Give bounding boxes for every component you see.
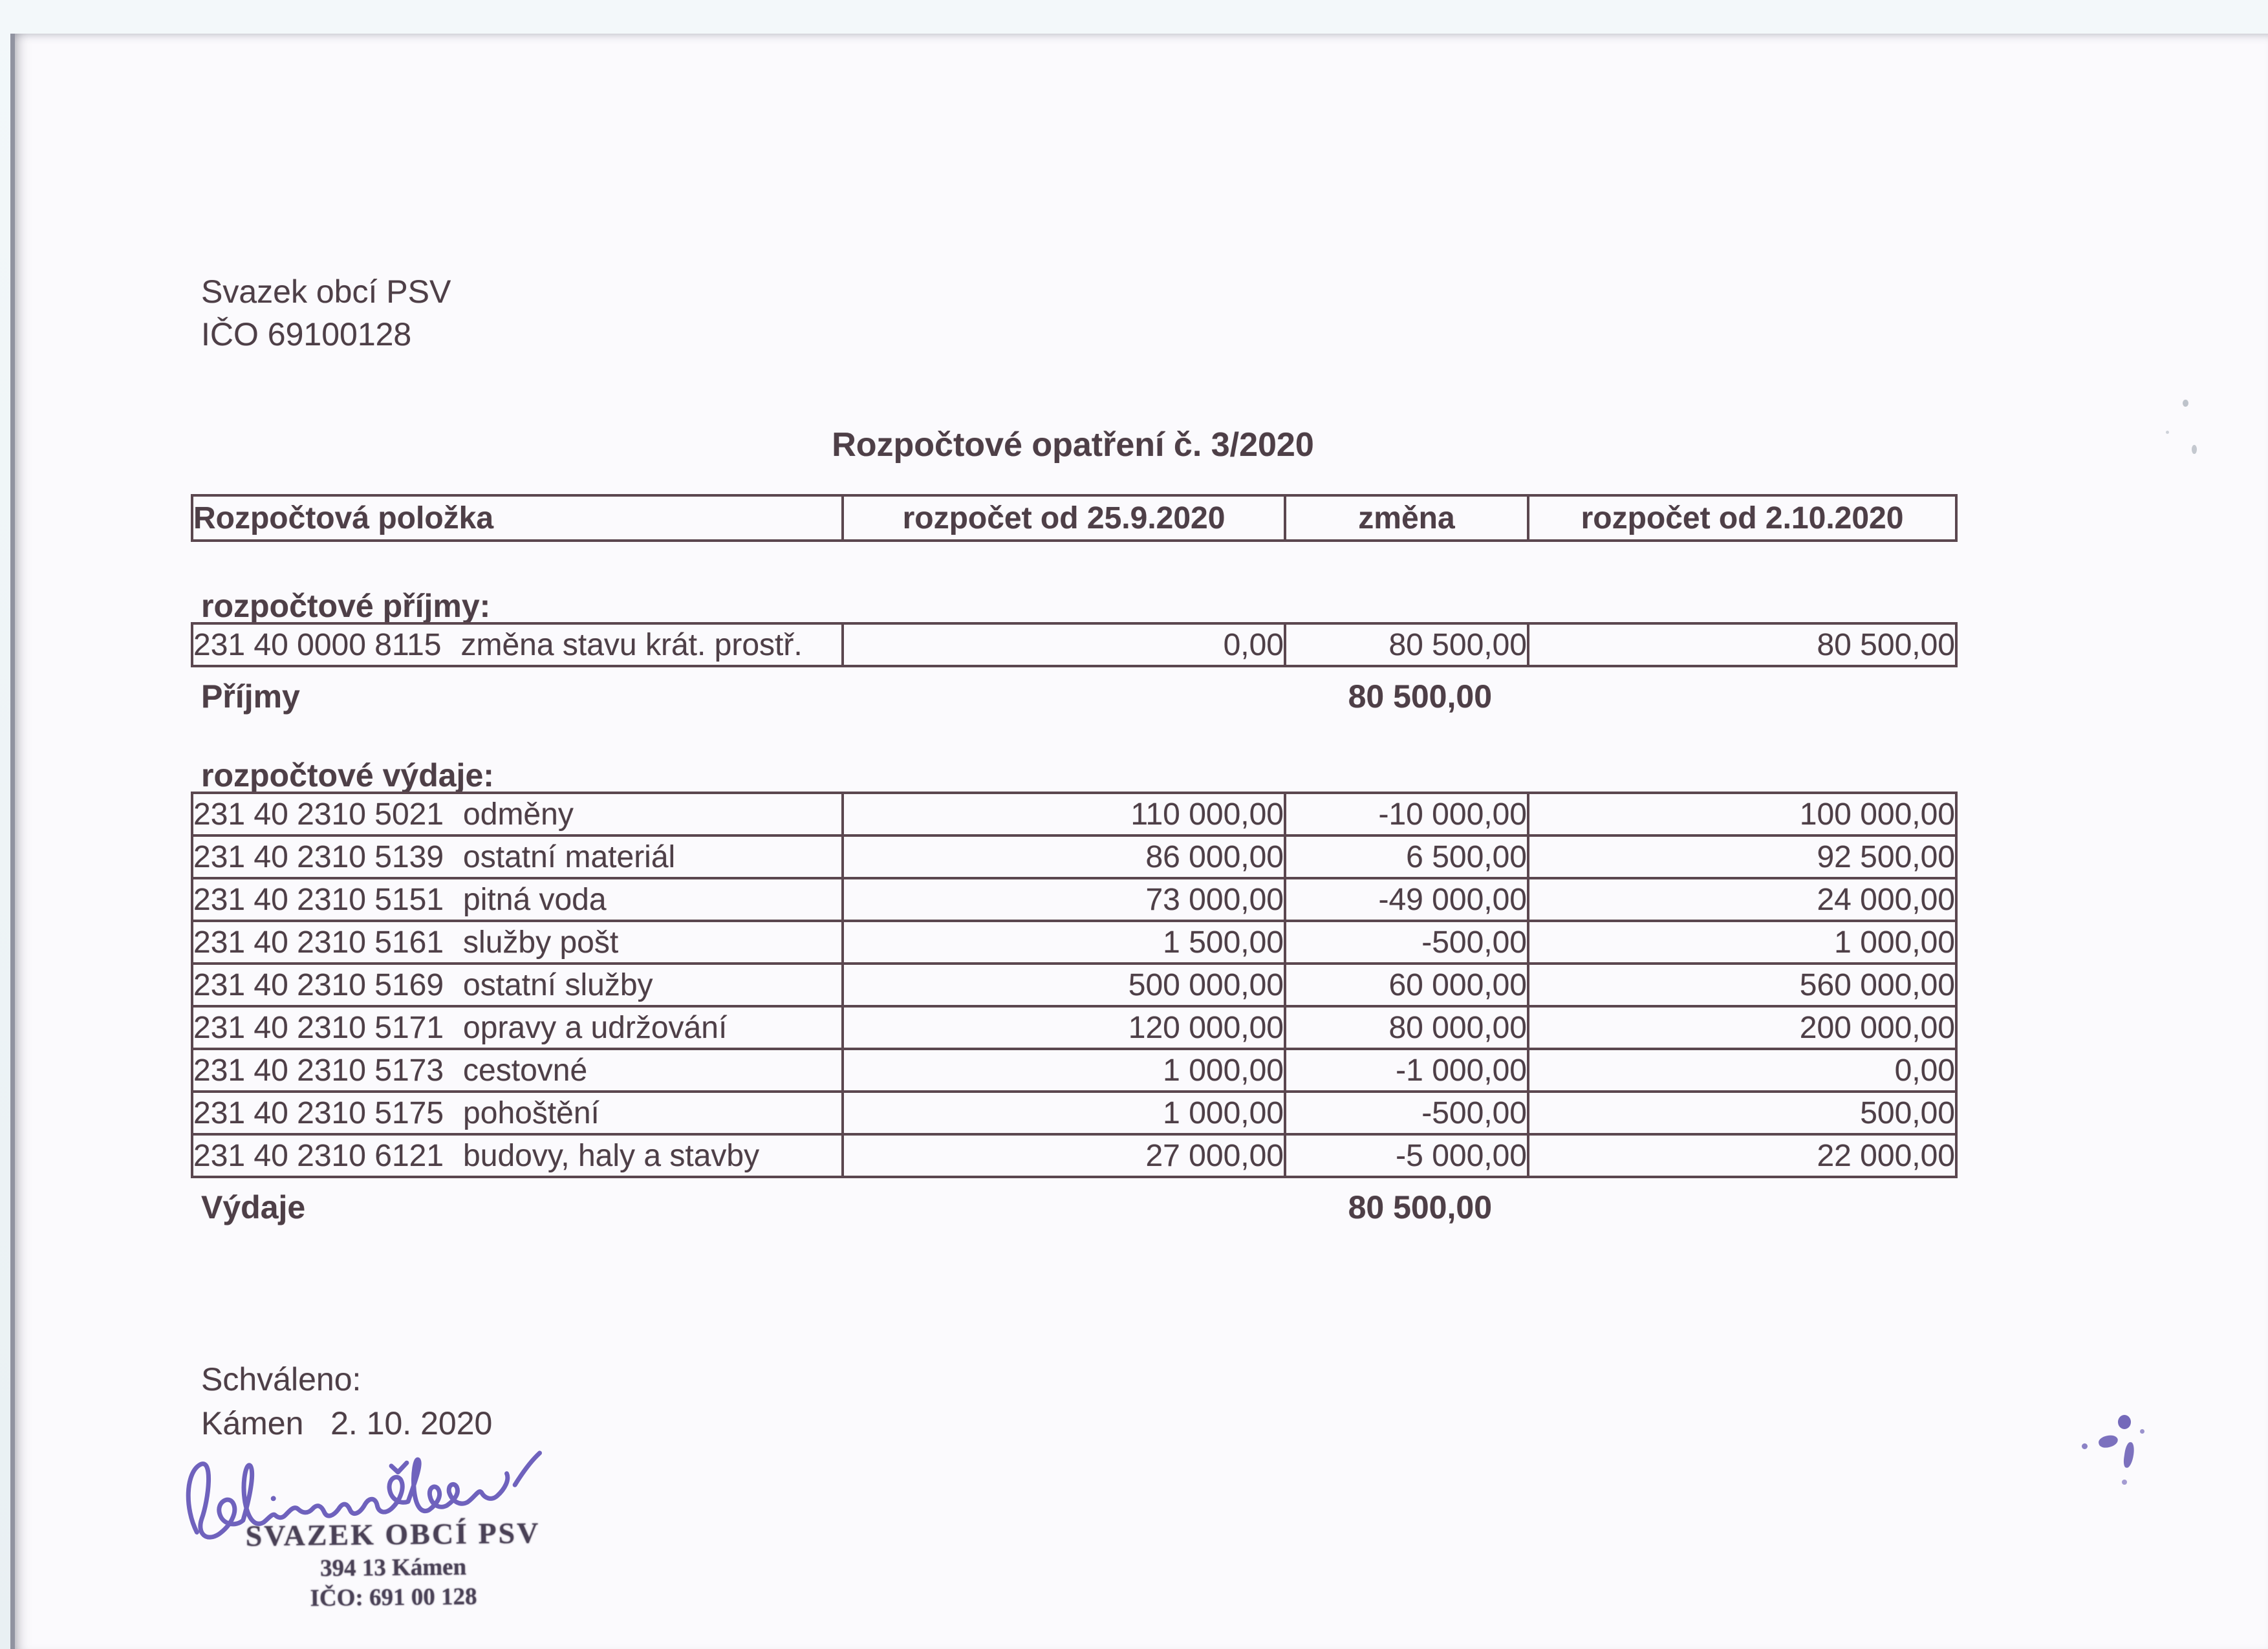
row-budget-from-cell: 500 000,00 bbox=[843, 964, 1285, 1006]
expense-total-value: 80 500,00 bbox=[1348, 1189, 1492, 1225]
row-item-name: budovy, haly a stavby bbox=[463, 1138, 760, 1173]
row-item-name: ostatní služby bbox=[463, 967, 653, 1002]
ink-splatter bbox=[2097, 1433, 2119, 1449]
row-item-cell bbox=[192, 793, 843, 835]
expense-section-label: rozpočtové výdaje: bbox=[201, 757, 494, 793]
stamp-org-id: IČO: 691 00 128 bbox=[310, 1583, 477, 1612]
row-budget-from-cell: 86 000,00 bbox=[843, 835, 1285, 878]
table-row bbox=[192, 878, 1956, 921]
table-row bbox=[192, 1134, 1956, 1177]
row-budget-to-cell: 1 000,00 bbox=[1528, 921, 1956, 964]
stamp-org-name: SVAZEK OBCÍ PSV bbox=[245, 1516, 541, 1553]
table-row bbox=[192, 1006, 1956, 1049]
stamp-address: 394 13 Kámen bbox=[319, 1553, 467, 1582]
table-row bbox=[192, 964, 1956, 1006]
scan-speck bbox=[2166, 431, 2169, 434]
row-item-cell bbox=[192, 623, 843, 666]
approved-place-date: Kámen 2. 10. 2020 bbox=[201, 1405, 493, 1441]
row-budget-from-cell: 1 500,00 bbox=[843, 921, 1285, 964]
row-budget-to-cell: 0,00 bbox=[1528, 1049, 1956, 1092]
table-row bbox=[192, 921, 1956, 964]
row-item-name: změna stavu krát. prostř. bbox=[460, 627, 803, 662]
row-item-name: pitná voda bbox=[463, 882, 607, 917]
row-change-cell: 60 000,00 bbox=[1285, 964, 1528, 1006]
org-id: IČO 69100128 bbox=[201, 316, 412, 352]
table-row bbox=[192, 793, 1956, 835]
row-budget-to-cell: 24 000,00 bbox=[1528, 878, 1956, 921]
row-item-code: 231 40 2310 5139 bbox=[193, 839, 444, 874]
ink-splatter bbox=[2118, 1415, 2131, 1429]
col-header-budget-from: rozpočet od 25.9.2020 bbox=[843, 495, 1285, 541]
header-row bbox=[192, 495, 1956, 541]
row-item-cell bbox=[192, 1049, 843, 1092]
org-stamp bbox=[228, 1514, 559, 1614]
row-change-cell: 80 500,00 bbox=[1285, 623, 1528, 666]
row-budget-from-cell: 1 000,00 bbox=[843, 1092, 1285, 1134]
col-header-change: změna bbox=[1285, 495, 1528, 541]
budget-table-header bbox=[191, 494, 1958, 542]
col-header-budget-to: rozpočet od 2.10.2020 bbox=[1528, 495, 1956, 541]
row-change-cell: -500,00 bbox=[1285, 921, 1528, 964]
row-budget-to-cell: 560 000,00 bbox=[1528, 964, 1956, 1006]
table-row bbox=[192, 1049, 1956, 1092]
income-table bbox=[191, 622, 1958, 667]
row-item-code: 231 40 2310 6121 bbox=[193, 1138, 444, 1173]
row-item-name: odměny bbox=[463, 797, 574, 832]
row-item-code: 231 40 2310 5161 bbox=[193, 925, 444, 960]
table-row bbox=[192, 835, 1956, 878]
row-budget-from-cell: 110 000,00 bbox=[843, 793, 1285, 835]
row-budget-from-cell: 1 000,00 bbox=[843, 1049, 1285, 1092]
row-item-code: 231 40 2310 5169 bbox=[193, 967, 444, 1002]
row-item-name: služby pošt bbox=[463, 925, 619, 960]
income-total-value: 80 500,00 bbox=[1348, 678, 1492, 715]
income-section-label: rozpočtové příjmy: bbox=[201, 588, 491, 624]
expense-table bbox=[191, 792, 1958, 1178]
row-change-cell: 6 500,00 bbox=[1285, 835, 1528, 878]
row-item-cell bbox=[192, 1092, 843, 1134]
approved-label: Schváleno: bbox=[201, 1361, 362, 1397]
row-item-name: opravy a udržování bbox=[463, 1010, 728, 1045]
ink-splatter bbox=[2122, 1441, 2135, 1469]
row-item-name: pohoštění bbox=[463, 1095, 599, 1130]
row-item-code: 231 40 2310 5173 bbox=[193, 1053, 444, 1088]
row-item-code: 231 40 2310 5021 bbox=[193, 797, 444, 832]
row-item-cell bbox=[192, 835, 843, 878]
row-item-cell bbox=[192, 1006, 843, 1049]
row-item-name: ostatní materiál bbox=[463, 839, 676, 874]
row-budget-from-cell: 73 000,00 bbox=[843, 878, 1285, 921]
income-total-label: Příjmy bbox=[201, 678, 300, 715]
row-change-cell: -500,00 bbox=[1285, 1092, 1528, 1134]
scan-speck bbox=[2183, 400, 2188, 407]
row-item-name: cestovné bbox=[463, 1053, 588, 1088]
row-change-cell: -49 000,00 bbox=[1285, 878, 1528, 921]
ink-splatter bbox=[2140, 1429, 2144, 1434]
document-title: Rozpočtové opatření č. 3/2020 bbox=[832, 426, 1314, 464]
row-item-cell bbox=[192, 921, 843, 964]
paper-sheet bbox=[10, 34, 2268, 1649]
row-change-cell: -5 000,00 bbox=[1285, 1134, 1528, 1177]
row-change-cell: -10 000,00 bbox=[1285, 793, 1528, 835]
row-item-code: 231 40 2310 5171 bbox=[193, 1010, 444, 1045]
row-budget-from-cell: 120 000,00 bbox=[843, 1006, 1285, 1049]
row-item-cell bbox=[192, 878, 843, 921]
row-item-cell bbox=[192, 1134, 843, 1177]
row-budget-to-cell: 200 000,00 bbox=[1528, 1006, 1956, 1049]
row-item-code: 231 40 2310 5175 bbox=[193, 1095, 444, 1130]
ink-splatter bbox=[2082, 1443, 2088, 1449]
table-row bbox=[192, 1092, 1956, 1134]
row-change-cell: -1 000,00 bbox=[1285, 1049, 1528, 1092]
row-budget-from-cell: 0,00 bbox=[843, 623, 1285, 666]
row-item-cell bbox=[192, 964, 843, 1006]
row-item-code: 231 40 2310 5151 bbox=[193, 882, 444, 917]
table-row bbox=[192, 623, 1956, 666]
row-budget-from-cell: 27 000,00 bbox=[843, 1134, 1285, 1177]
row-item-code: 231 40 0000 8115 bbox=[193, 627, 442, 662]
row-budget-to-cell: 80 500,00 bbox=[1528, 623, 1956, 666]
col-header-item: Rozpočtová položka bbox=[192, 495, 843, 541]
ink-splatter bbox=[2122, 1480, 2127, 1485]
expense-total-label: Výdaje bbox=[201, 1189, 306, 1225]
row-budget-to-cell: 100 000,00 bbox=[1528, 793, 1956, 835]
row-budget-to-cell: 92 500,00 bbox=[1528, 835, 1956, 878]
row-change-cell: 80 000,00 bbox=[1285, 1006, 1528, 1049]
row-budget-to-cell: 500,00 bbox=[1528, 1092, 1956, 1134]
org-name: Svazek obcí PSV bbox=[201, 274, 451, 310]
scan-speck bbox=[2192, 445, 2197, 454]
row-budget-to-cell: 22 000,00 bbox=[1528, 1134, 1956, 1177]
